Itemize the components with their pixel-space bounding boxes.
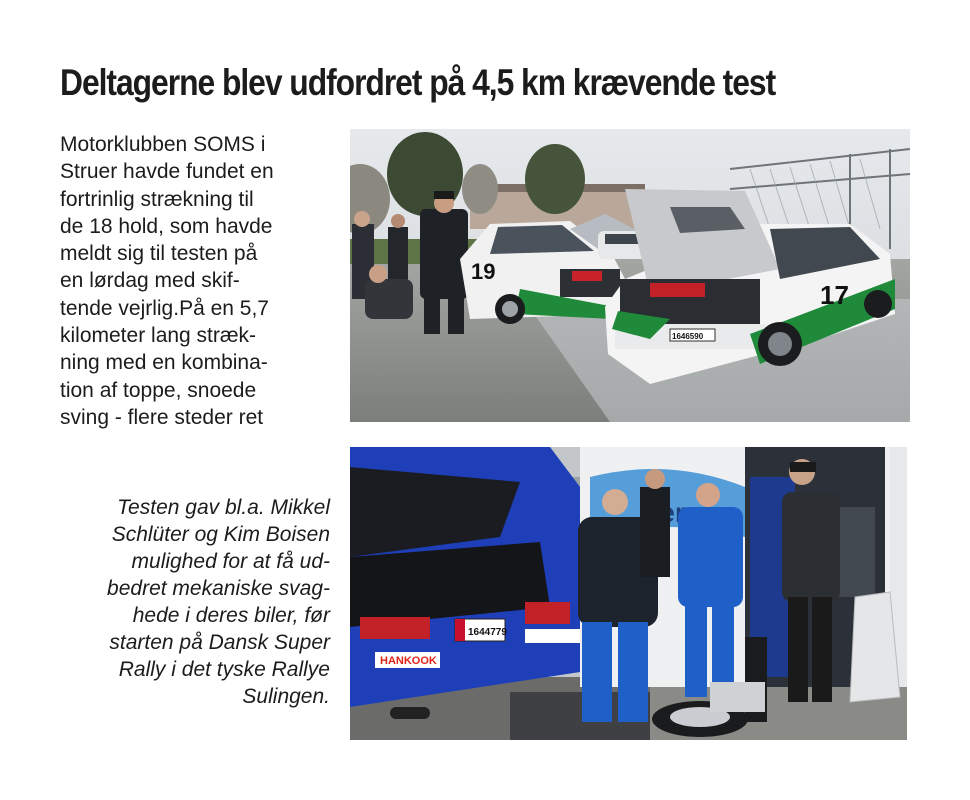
body-line: sving - flere steder ret (60, 405, 264, 429)
bottom-plate-number: 1644779 (468, 627, 507, 638)
caption-line: Testen gav bl.a. Mikkel (117, 496, 330, 519)
plate-number: 1646590 (672, 332, 704, 341)
caption-line: Schlüter og Kim Boisen (111, 523, 330, 546)
body-line: kilometer lang stræk- (60, 324, 257, 348)
caption-line: Sulingen. (242, 685, 330, 708)
body-line: ning med en kombina- (60, 351, 268, 375)
caption-line: starten på Dansk Super (109, 631, 330, 654)
body-line: en lørdag med skif- (60, 269, 240, 293)
body-line: tion af toppe, snoede (60, 378, 257, 402)
service-area-photo (350, 447, 907, 740)
car-number-17: 17 (820, 280, 849, 310)
caption-line: Rally i det tyske Rallye (118, 658, 330, 681)
body-line: fortrinlig strækning til (60, 187, 254, 211)
body-line: de 18 hold, som havde (60, 214, 273, 238)
body-line: Motorklubben SOMS i (60, 133, 266, 156)
service-area-illustration (350, 447, 907, 740)
car-number-19: 19 (471, 259, 496, 284)
caption-line: hede i deres biler, før (132, 604, 330, 627)
article-body (60, 131, 328, 431)
caption-line: bedret mekaniske svag- (107, 577, 330, 600)
article-headline: Deltagerne blev udfordret på 4,5 km krævende test (60, 62, 776, 103)
rally-cars-photo (350, 129, 910, 422)
caption-line: mulighed for at få ud- (131, 550, 330, 573)
rally-cars-illustration (350, 129, 910, 422)
body-line: meldt sig til testen på (60, 242, 258, 266)
hankook-logo: HANKOOK (380, 655, 437, 667)
body-line: tende vejrlig.På en 5,7 (60, 296, 269, 320)
photo-caption (40, 494, 330, 710)
body-line: Struer havde fundet en (60, 160, 274, 184)
